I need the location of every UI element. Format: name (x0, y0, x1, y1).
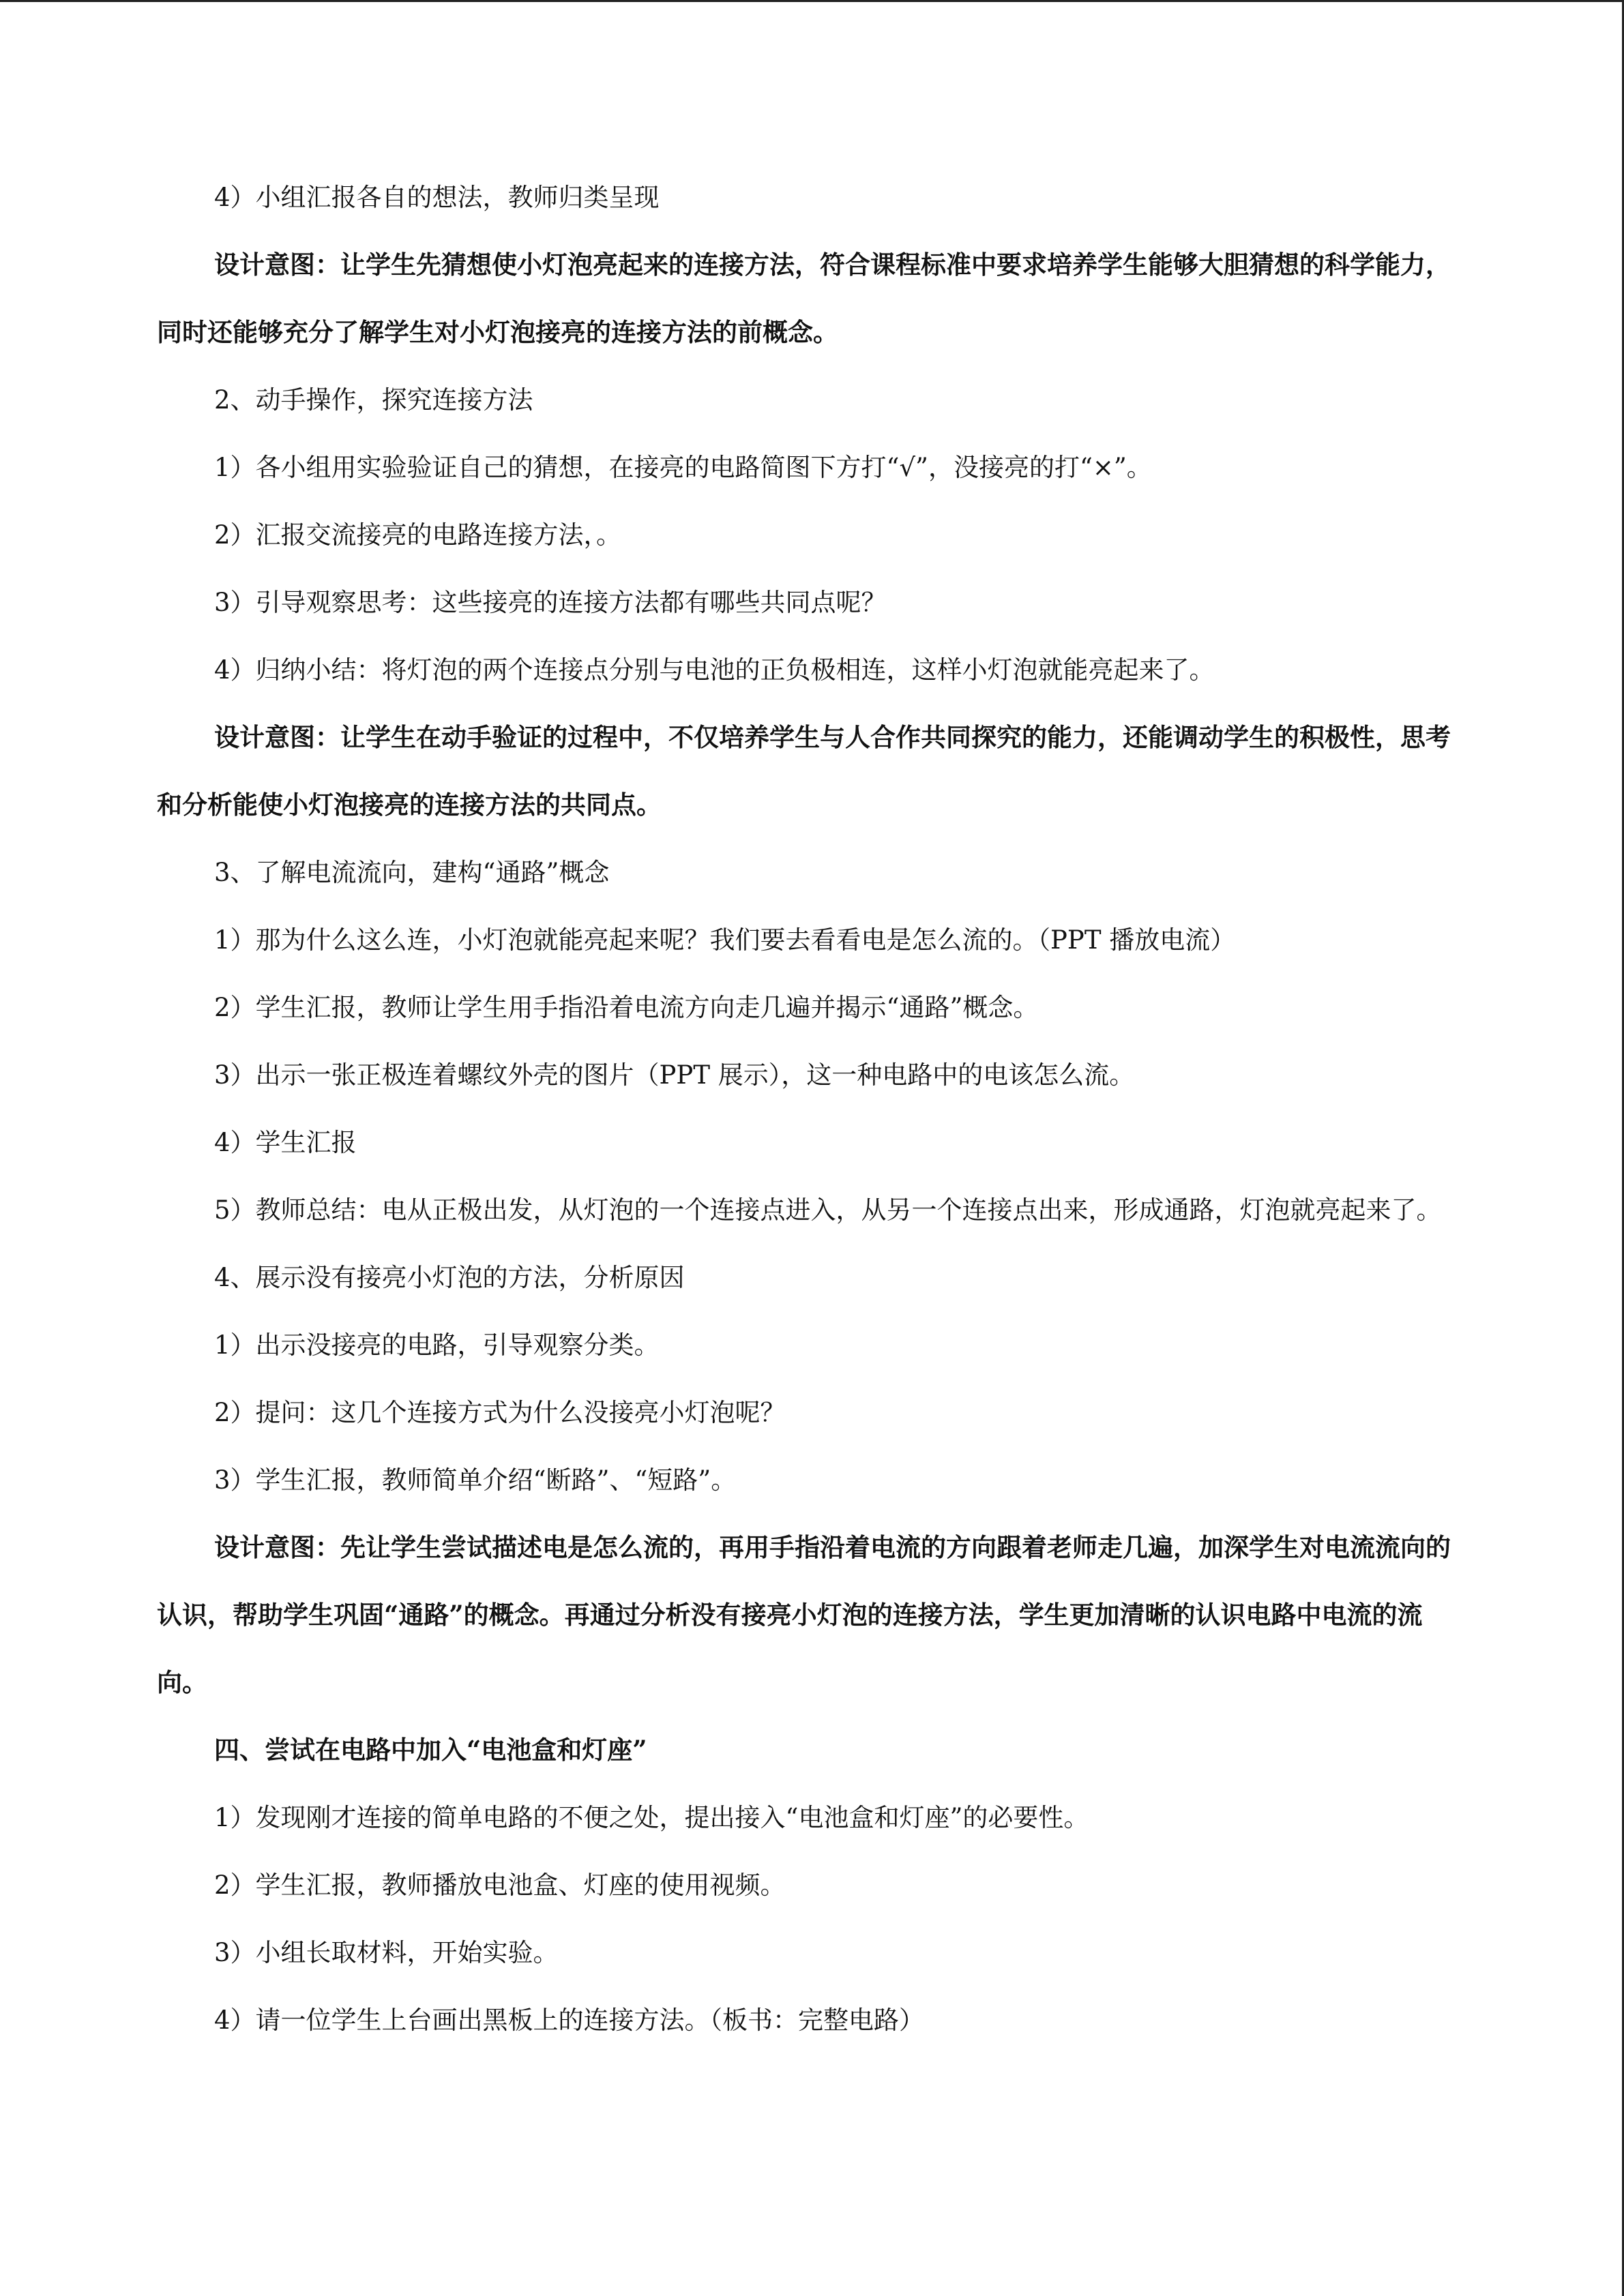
design-intent-paragraph: 设计意图：让学生在动手验证的过程中，不仅培养学生与人合作共同探究的能力，还能调动学生的积极性，思考和分析能使小灯泡接亮的连接方法的共同点。 (157, 722, 1451, 820)
list-item: 1）那为什么这么连，小灯泡就能亮起来呢？我们要去看看电是怎么流的。（PPT 播放电流） (214, 925, 1236, 955)
list-item: 3）学生汇报，教师简单介绍“断路”、“短路”。 (214, 1465, 737, 1495)
list-item: 2）学生汇报，教师让学生用手指沿着电流方向走几遍并揭示“通路”概念。 (214, 993, 1039, 1022)
list-item: 3）出示一张正极连着螺纹外壳的图片（PPT 展示），这一种电路中的电该怎么流。 (214, 1060, 1135, 1090)
list-item: 4）请一位学生上台画出黑板上的连接方法。（板书：完整电路） (214, 2006, 925, 2035)
design-intent-paragraph: 设计意图：让学生先猜想使小灯泡亮起来的连接方法，符合课程标准中要求培养学生能够大胆猜想的科学能力，同时还能够充分了解学生对小灯泡接亮的连接方法的前概念。 (157, 250, 1451, 347)
list-item: 3）引导观察思考：这些接亮的连接方法都有哪些共同点呢？ (214, 588, 887, 617)
list-item: 2）学生汇报，教师播放电池盒、灯座的使用视频。 (214, 1870, 786, 1900)
list-item: 4）小组汇报各自的想法，教师归类呈现 (214, 183, 660, 212)
list-item: 2）提问：这几个连接方式为什么没接亮小灯泡呢？ (214, 1398, 786, 1427)
list-item: 5）教师总结：电从正极出发，从灯泡的一个连接点进入，从另一个连接点出来，形成通路，灯泡就亮起来了。 (214, 1195, 1442, 1225)
list-item: 4）归纳小结：将灯泡的两个连接点分别与电池的正负极相连，这样小灯泡就能亮起来了。 (214, 655, 1215, 685)
section-heading: 3、了解电流流向，建构“通路”概念 (214, 858, 610, 887)
section-heading: 2、动手操作，探究连接方法 (214, 385, 533, 415)
list-item: 1）出示没接亮的电路，引导观察分类。 (214, 1330, 660, 1360)
section-heading: 4、展示没有接亮小灯泡的方法，分析原因 (214, 1263, 685, 1292)
list-item: 2）汇报交流接亮的电路连接方法，。 (214, 520, 622, 550)
design-intent-paragraph: 设计意图：先让学生尝试描述电是怎么流的，再用手指沿着电流的方向跟着老师走几遍，加深学生对电流流向的认识，帮助学生巩固“通路”的概念。再通过分析没有接亮小灯泡的连接方法，学生更加清晰的认识电路中电流的流向。 (157, 1532, 1451, 1697)
list-item: 3）小组长取材料，开始实验。 (214, 1938, 559, 1967)
list-item: 1）发现刚才连接的简单电路的不便之处，提出接入“电池盒和灯座”的必要性。 (214, 1803, 1089, 1832)
document-body (157, 164, 1470, 2054)
page-top-border (0, 0, 1624, 2)
list-item: 4）学生汇报 (214, 1128, 357, 1157)
list-item: 1）各小组用实验验证自己的猜想，在接亮的电路简图下方打“√”，没接亮的打“×”。 (214, 453, 1152, 482)
major-section-heading: 四、尝试在电路中加入“电池盒和灯座” (214, 1735, 647, 1765)
